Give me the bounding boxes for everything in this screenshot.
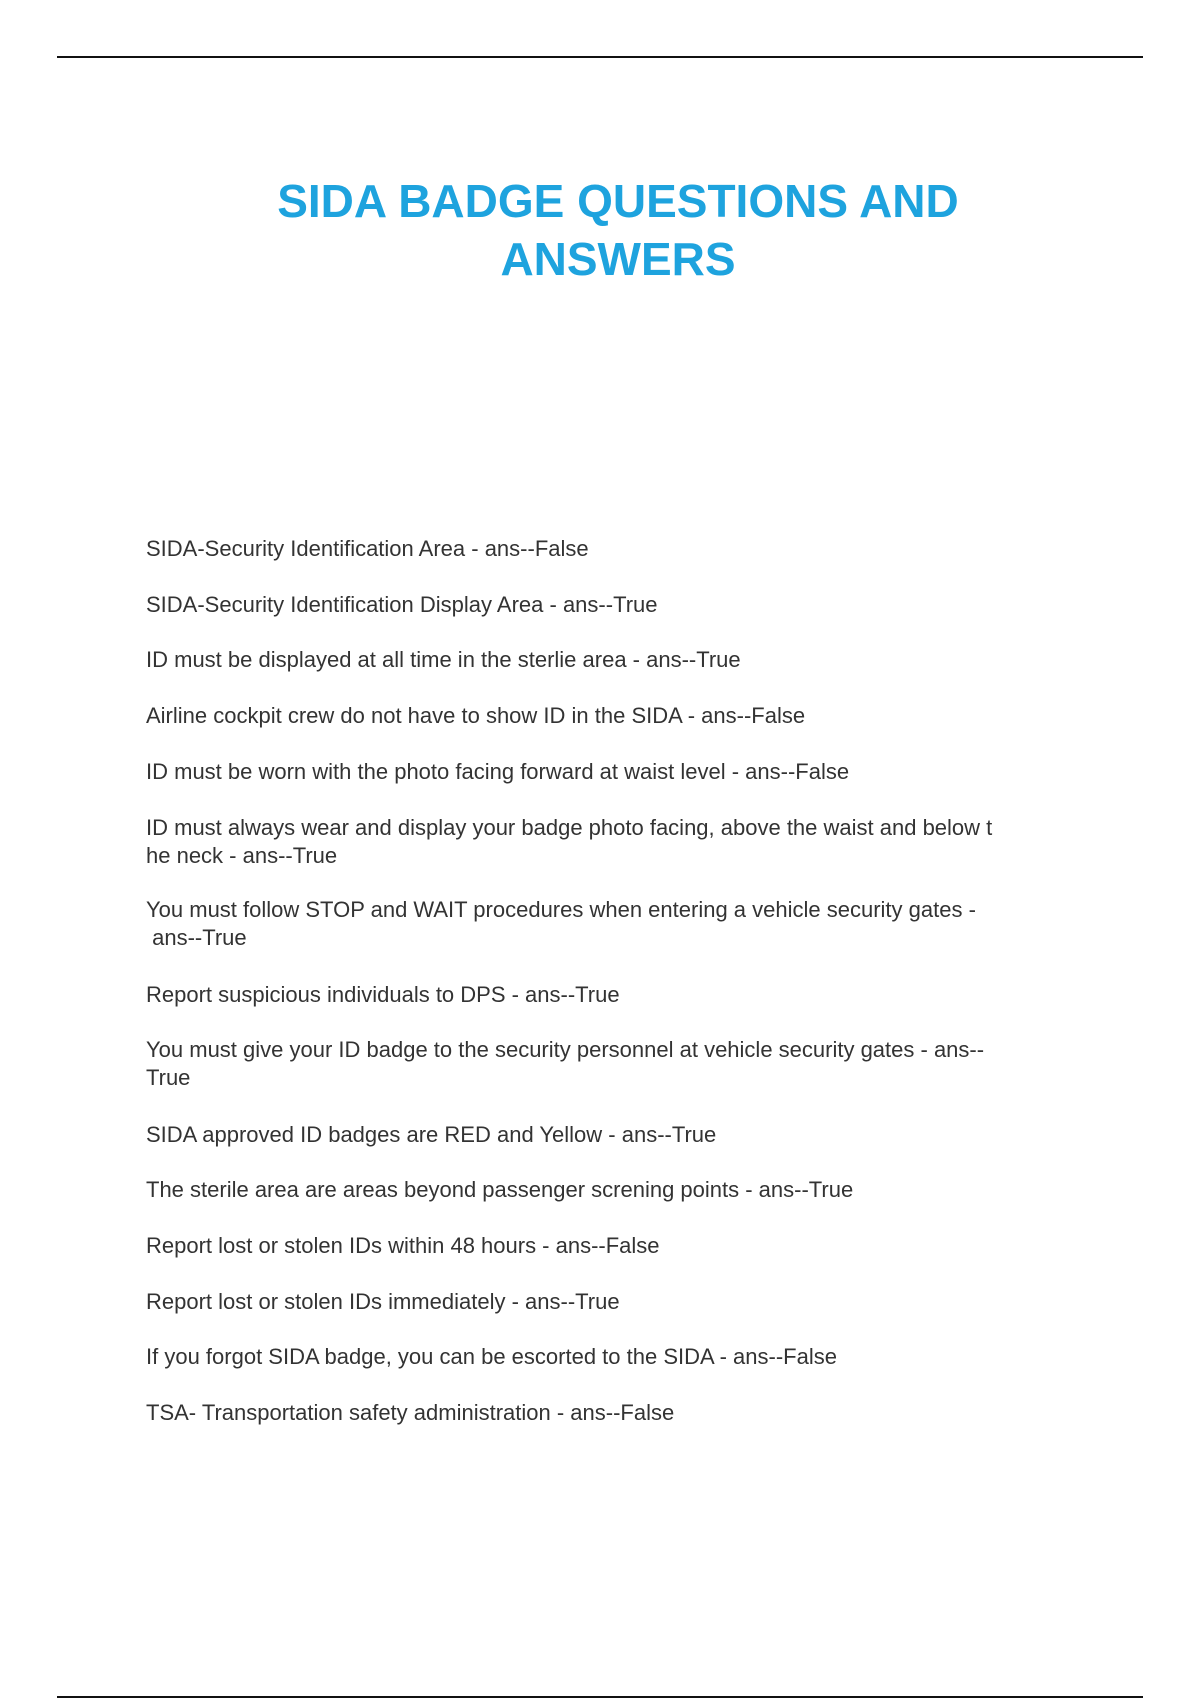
title-line-2: ANSWERS [500, 233, 736, 285]
qa-item [146, 702, 805, 730]
qa-item [146, 1399, 674, 1427]
title-line-1: SIDA BADGE QUESTIONS AND [277, 175, 959, 227]
qa-item [146, 591, 658, 619]
qa-item-line: ID must be displayed at all time in the sterlie area - ans--True [146, 647, 741, 672]
qa-item [146, 646, 741, 674]
qa-item [146, 896, 976, 952]
qa-item-line: Report lost or stolen IDs immediately - ans--True [146, 1289, 620, 1314]
qa-item [146, 1036, 984, 1092]
qa-item-line: he neck - ans--True [146, 843, 338, 868]
qa-item [146, 814, 992, 870]
qa-item-line: Report suspicious individuals to DPS - ans--True [146, 982, 620, 1007]
qa-item-line: True [146, 1065, 191, 1090]
qa-item-line: TSA- Transportation safety administration - ans--False [146, 1400, 675, 1425]
qa-item-line: You must give your ID badge to the security personnel at vehicle security gates - ans-- [146, 1037, 985, 1062]
qa-item-line: SIDA-Security Identification Area - ans--False [146, 536, 589, 561]
qa-item [146, 1121, 716, 1149]
qa-item-line: SIDA approved ID badges are RED and Yellow - ans--True [146, 1122, 717, 1147]
qa-item [146, 1232, 660, 1260]
qa-item [146, 1343, 837, 1371]
qa-item-line: SIDA-Security Identification Display Area - ans--True [146, 592, 658, 617]
qa-item [146, 981, 620, 1009]
qa-item-line: ID must be worn with the photo facing forward at waist level - ans--False [146, 759, 850, 784]
qa-item-line: If you forgot SIDA badge, you can be escorted to the SIDA - ans--False [146, 1344, 837, 1369]
qa-item [146, 1288, 620, 1316]
qa-item-line: ans--True [146, 925, 247, 950]
qa-item [146, 535, 589, 563]
qa-item-line: The sterile area are areas beyond passenger screning points - ans--True [146, 1177, 854, 1202]
bottom-rule [57, 1696, 1143, 1698]
qa-item [146, 758, 849, 786]
qa-item-line: ID must always wear and display your badge photo facing, above the waist and below t [146, 815, 993, 840]
qa-item-line: Report lost or stolen IDs within 48 hours - ans--False [146, 1233, 660, 1258]
qa-item [146, 1176, 853, 1204]
top-rule [57, 56, 1143, 58]
qa-item-line: You must follow STOP and WAIT procedures when entering a vehicle security gates - [146, 897, 976, 922]
page-title [0, 172, 1200, 288]
qa-item-line: Airline cockpit crew do not have to show ID in the SIDA - ans--False [146, 703, 806, 728]
